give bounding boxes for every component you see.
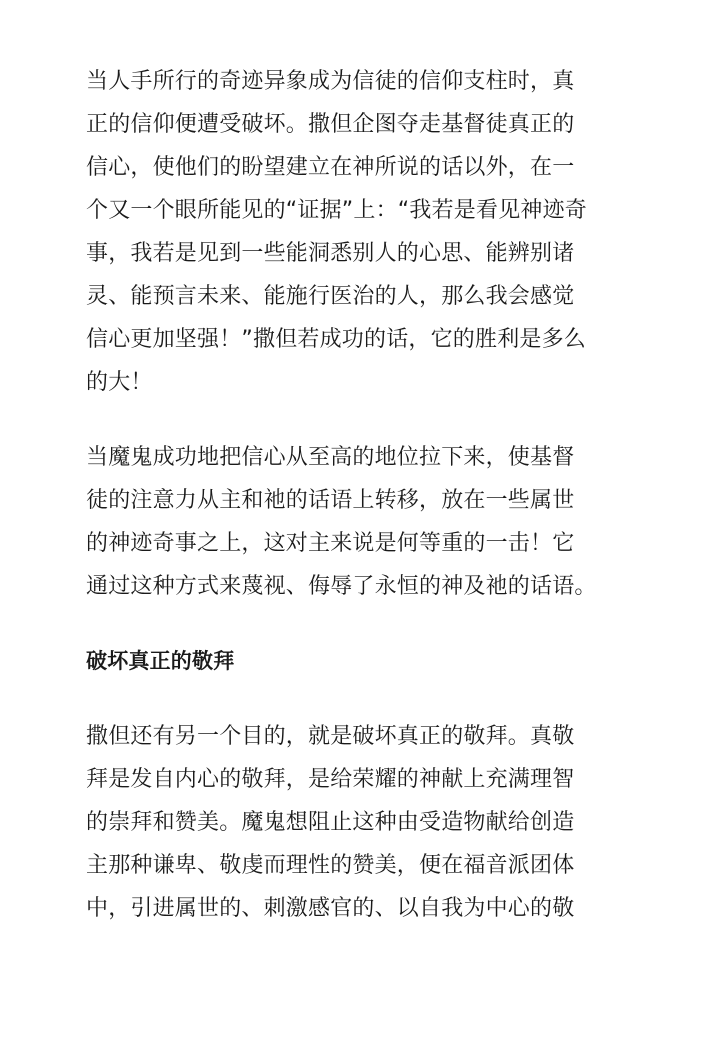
paragraph-spacer bbox=[86, 404, 646, 436]
text-line: 中，引进属世的、刺激感官的、以自我为中心的敬 bbox=[86, 896, 575, 921]
paragraph-miracles-as-pillar bbox=[86, 60, 646, 404]
paragraph-true-worship bbox=[86, 715, 646, 930]
paragraph-devil-success bbox=[86, 436, 646, 608]
text-line: 当人手所行的奇迹异象成为信徒的信仰支柱时，真 bbox=[86, 69, 575, 94]
text-line: 拜是发自内心的敬拜，是给荣耀的神献上充满理智 bbox=[86, 767, 575, 792]
text-line: 事，我若是见到一些能洞悉别人的心思、能辨别诸 bbox=[86, 241, 575, 266]
text-line: 正的信仰便遭受破坏。撒但企图夺走基督徒真正的 bbox=[86, 112, 575, 137]
text-line: 当魔鬼成功地把信心从至高的地位拉下来，使基督 bbox=[86, 445, 575, 470]
paragraph-spacer bbox=[86, 608, 646, 640]
text-line: 徒的注意力从主和祂的话语上转移，放在一些属世 bbox=[86, 488, 575, 513]
text-line: 的神迹奇事之上，这对主来说是何等重的一击！它 bbox=[86, 531, 575, 556]
text-line: 撒但还有另一个目的，就是破坏真正的敬拜。真敬 bbox=[86, 724, 575, 749]
text-line: 的大！ bbox=[86, 370, 153, 395]
paragraph-spacer bbox=[86, 683, 646, 715]
text-line: 信心更加坚强！”撒但若成功的话，它的胜利是多么 bbox=[86, 327, 586, 352]
text-line: 的崇拜和赞美。魔鬼想阻止这种由受造物献给创造 bbox=[86, 810, 575, 835]
section-heading bbox=[86, 640, 646, 683]
text-line: 主那种谦卑、敬虔而理性的赞美，便在福音派团体 bbox=[86, 853, 575, 878]
text-line: 个又一个眼所能见的“证据”上：“我若是看见神迹奇 bbox=[86, 198, 587, 223]
text-line: 通过这种方式来蔑视、侮辱了永恒的神及祂的话语。 bbox=[86, 574, 597, 599]
section-heading-text: 破坏真正的敬拜 bbox=[86, 649, 235, 673]
article-body bbox=[86, 60, 646, 930]
text-line: 灵、能预言未来、能施行医治的人，那么我会感觉 bbox=[86, 284, 575, 309]
text-line: 信心，使他们的盼望建立在神所说的话以外，在一 bbox=[86, 155, 575, 180]
